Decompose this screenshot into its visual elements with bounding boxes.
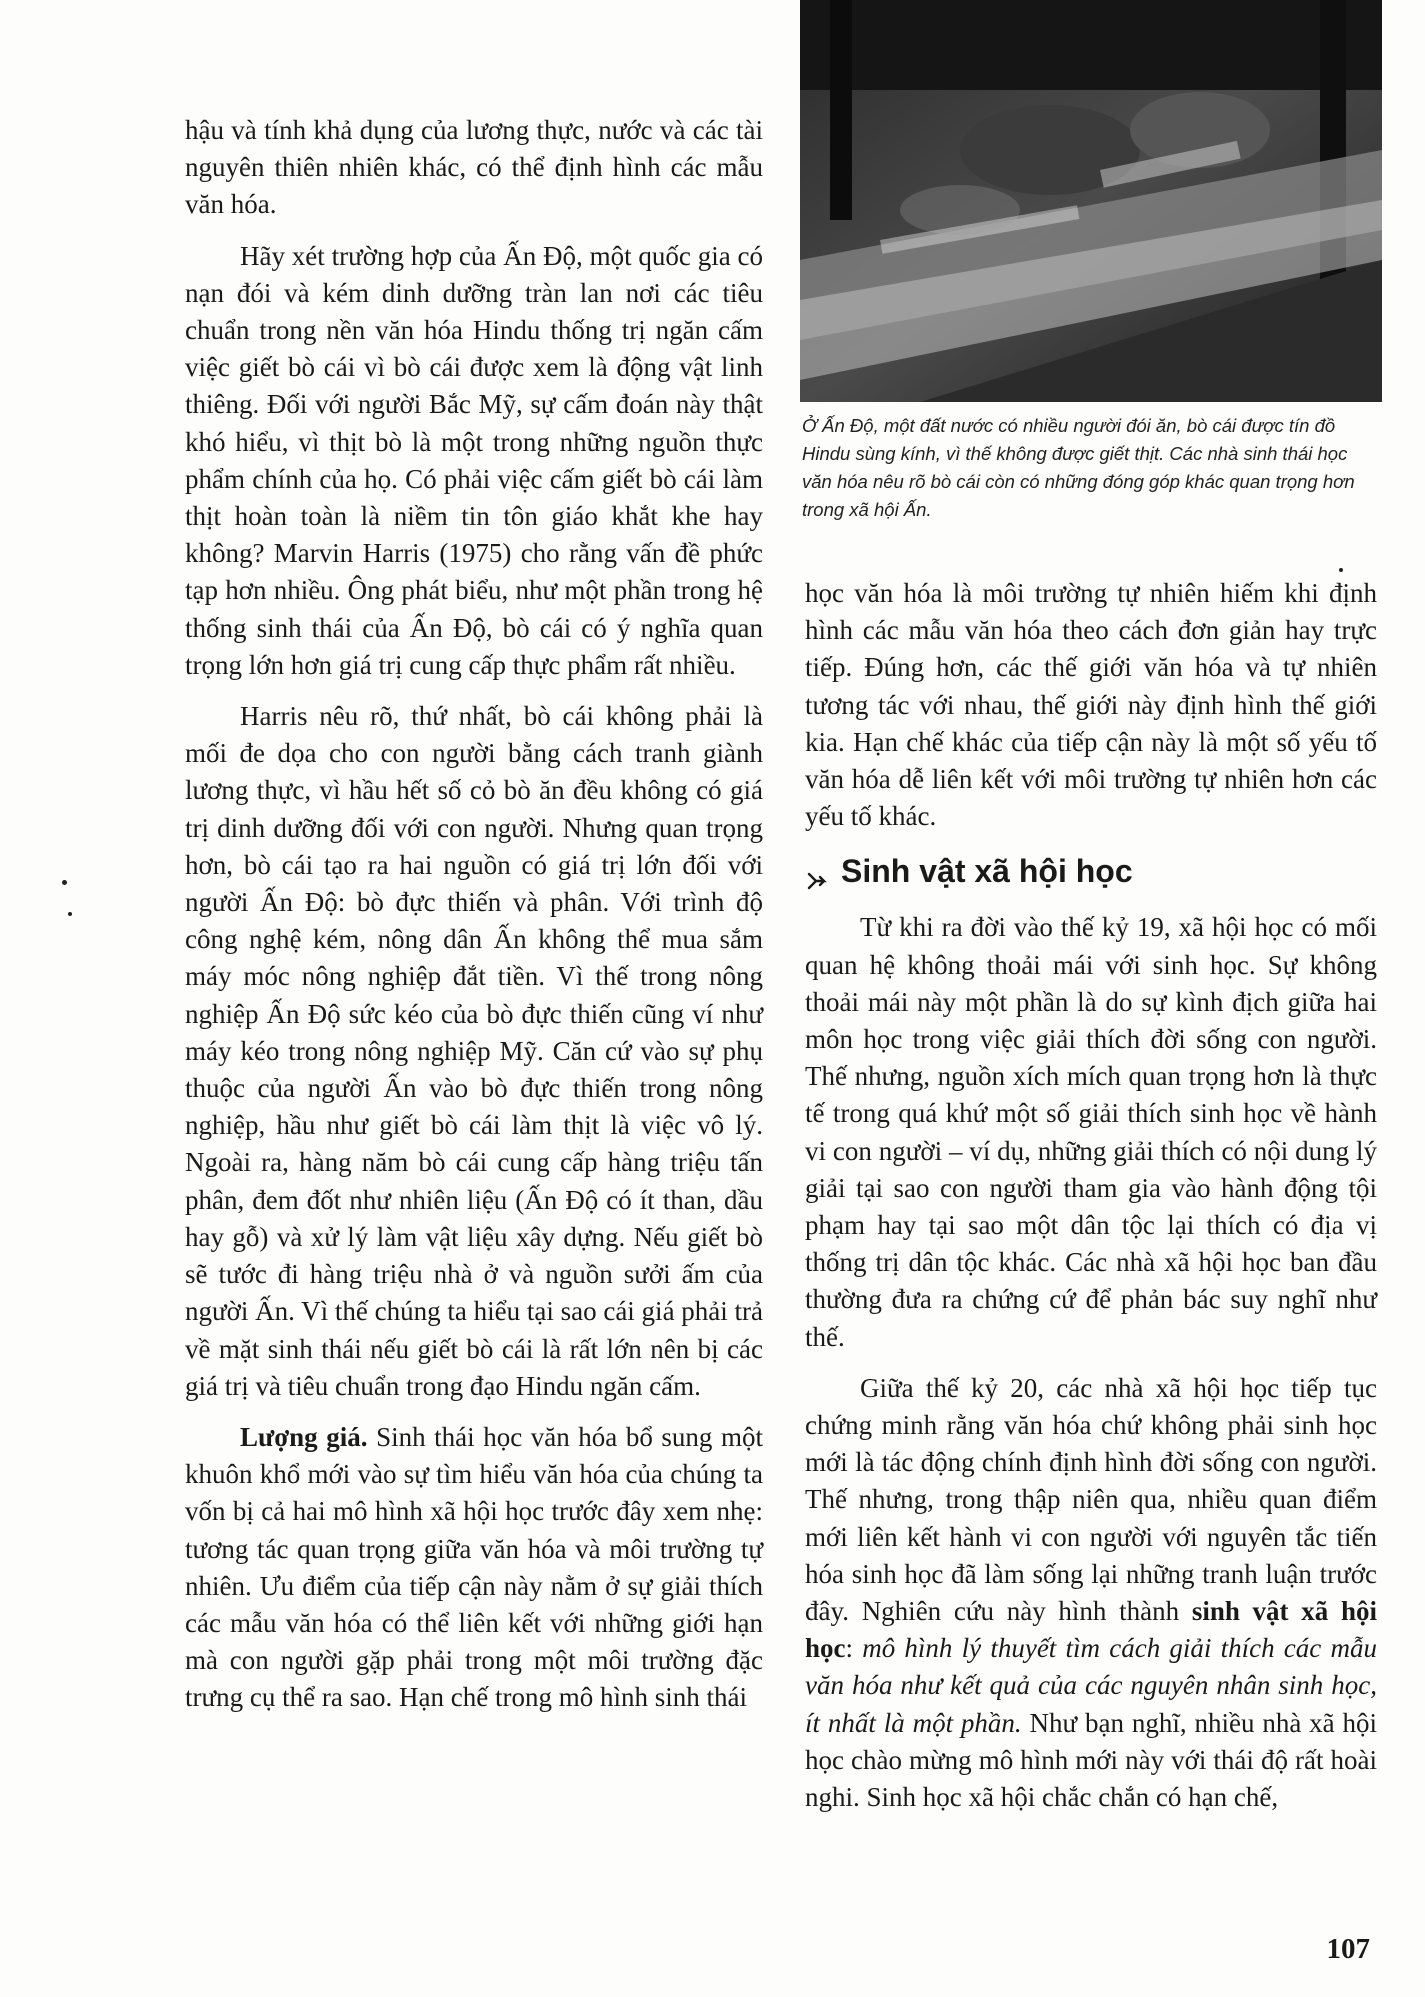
- p3-colon: :: [845, 1633, 863, 1664]
- left-paragraph-1: hậu và tính khả dụng của lương thực, nước và các tài nguyên thiên nhiên khác, có thể định hình các mẫu văn hóa.: [185, 115, 763, 220]
- scan-speck: [1339, 568, 1343, 572]
- cow-street-photo: [800, 0, 1382, 402]
- sociobiology-definition: mô hình lý thuyết tìm cách giải thích các mẫu văn hóa như kết quả của các nguyên nhân sinh học, ít nhất là một phần.: [805, 1633, 1377, 1738]
- section-bullet-icon: [805, 860, 827, 882]
- section-heading: [805, 849, 1377, 893]
- right-paragraph-1: học văn hóa là môi trường tự nhiên hiếm khi định hình các mẫu văn hóa theo cách đơn giản hay trực tiếp. Đúng hơn, các thế giới văn hóa và tự nhiên tương tác với nhau, thế giới này định hình thế giới kia. Hạn chế khác của tiếp cận này là một số yếu tố văn hóa dễ liên kết với môi trường tự nhiên hơn các yếu tố khác.: [805, 578, 1377, 832]
- evaluation-lead: Lượng giá.: [240, 1421, 368, 1452]
- sociobiology-term: sinh vật xã hội học: [805, 1596, 1377, 1664]
- left-column: [185, 112, 763, 1731]
- scan-speck: [62, 880, 67, 885]
- evaluation-body: Sinh thái học văn hóa bổ sung một khuôn khổ mới vào sự tìm hiểu văn hóa của chúng ta vốn bị cả hai mô hình xã hội học trước đây xem nhẹ: tương tác quan trọng giữa văn hóa và môi trường tự nhiên. Ưu điểm của tiếp cận này nằm ở sự giải thích các mẫu văn hóa có thể liên kết với những giới hạn mà con người gặp phải trong một môi trường đặc trưng cụ thể ra sao. Hạn chế trong mô hình sinh thái: [185, 1421, 763, 1713]
- right-paragraph-3: [805, 1370, 1377, 1816]
- scan-speck: [68, 912, 72, 916]
- left-paragraph-4: [185, 1419, 763, 1717]
- left-paragraph-2: Hãy xét trường hợp của Ấn Độ, một quốc gia có nạn đói và kém dinh dưỡng tràn lan nơi các tiêu chuẩn trong nền văn hóa Hindu thống trị ngăn cấm việc giết bò cái vì bò cái được xem là động vật linh thiêng. Đối với người Bắc Mỹ, sự cấm đoán này thật khó hiểu, vì thịt bò là một trong những nguồn thực phẩm chính của họ. Có phải việc cấm giết bò cái làm thịt hoàn toàn là niềm tin tôn giáo khắt khe hay không? Marvin Harris (1975) cho rằng vấn đề phức tạp hơn nhiều. Ông phát biểu, như một phần trong hệ thống sinh thái của Ấn Độ, bò cái có ý nghĩa quan trọng lớn hơn giá trị cung cấp thực phẩm rất nhiều.: [185, 240, 763, 680]
- photo-caption: Ở Ấn Độ, một đất nước có nhiều người đói ăn, bò cái được tín đồ Hindu sùng kính, vì thế không được giết thịt. Các nhà sinh thái học văn hóa nêu rõ bò cái còn có những đóng góp khác quan trọng hơn trong xã hội Ấn.: [802, 415, 1355, 520]
- right-paragraph-2: Từ khi ra đời vào thế kỷ 19, xã hội học có mối quan hệ không thoải mái với sinh học. Sự không thoải mái này một phần là do sự kình địch giữa hai môn học trong việc giải thích đời sống con người. Thế nhưng, nguồn xích mích quan trọng hơn là thực tế trong quá khứ một số giải thích sinh học về hành vi con người – ví dụ, những giải thích có nội dung lý giải tại sao con người tham gia vào hành động tội phạm hay tại sao một dân tộc lại thích có địa vị thống trị dân tộc khác. Các nhà xã hội học ban đầu thường đưa ra chứng cứ để phản bác suy nghĩ như thế.: [805, 912, 1377, 1352]
- left-paragraph-3: Harris nêu rõ, thứ nhất, bò cái không phải là mối đe dọa cho con người bằng cách tranh giành lương thực, vì hầu hết số cỏ bò ăn đều không có giá trị dinh dưỡng đối với con người. Nhưng quan trọng hơn, bò cái tạo ra hai nguồn có giá trị lớn đối với người Ấn Độ: bò đực thiến và phân. Với trình độ công nghệ kém, nông dân Ấn không thể mua sắm máy móc nông nghiệp đắt tiền. Vì thế trong nông nghiệp Ấn Độ sức kéo của bò đực thiến cũng ví như máy kéo trong nông nghiệp Mỹ. Căn cứ vào sự phụ thuộc của người Ấn vào bò đực thiến trong nông nghiệp, hầu như giết bò cái làm thịt là việc vô lý. Ngoài ra, hàng năm bò cái cung cấp hàng triệu tấn phân, đem đốt như nhiên liệu (Ấn Độ có ít than, dầu hay gỗ) và xử lý làm vật liệu xây dựng. Nếu giết bò sẽ tước đi hàng triệu nhà ở và nguồn sưởi ấm của người Ấn. Vì thế chúng ta hiểu tại sao cái giá phải trả về mặt sinh thái nếu giết bò cái là rất lớn nên bị các giá trị và tiêu chuẩn trong đạo Hindu ngăn cấm.: [185, 701, 764, 1401]
- p3-text-b: Như bạn nghĩ, nhiều nhà xã hội học chào mừng mô hình mới này với thái độ rất hoài nghi. Sinh học xã hội chắc chắn có hạn chế,: [805, 1707, 1377, 1813]
- p3-text-a: Giữa thế kỷ 20, các nhà xã hội học tiếp tục chứng minh rằng văn hóa chứ không phải sinh học mới là tác động chính định hình đời sống con người. Thế nhưng, trong thập niên qua, nhiều quan điểm mới liên kết hành vi con người với nguyên tắc tiến hóa sinh học đã làm sống lại những tranh luận trước đây. Nghiên cứu này hình thành: [805, 1372, 1377, 1627]
- right-column: [805, 575, 1377, 1830]
- section-heading-text: Sinh vật xã hội học: [841, 853, 1133, 890]
- page-number: 107: [1326, 1933, 1370, 1965]
